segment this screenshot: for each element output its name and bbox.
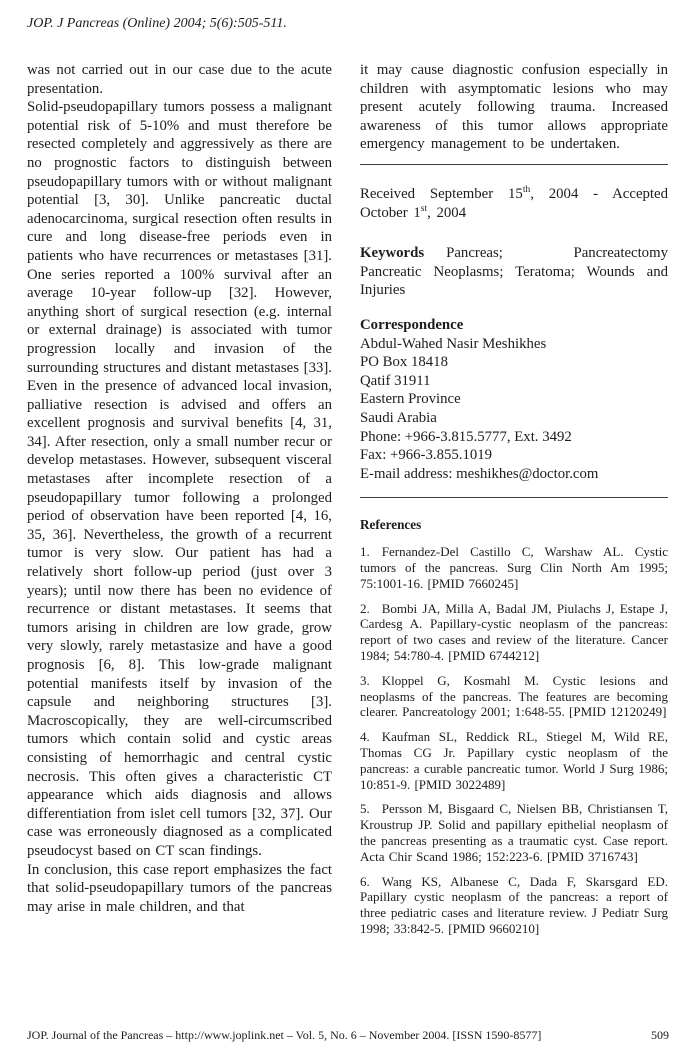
reference-text: Bombi JA, Milla A, Badal JM, Piulachs J, Estape J, Cardesg A. Papillary-cystic neoplasm of the pancreas: report of two cases and review of the literature. Cancer 1984; 54:780-4. [PMID 6744212] <box>360 600 668 664</box>
footer-page-number: 509 <box>651 1028 669 1042</box>
keywords-text: Pancreas; Pancreatectomy Pancreatic Neoplasms; Teratoma; Wounds and Injuries <box>360 245 668 299</box>
section-divider <box>360 164 668 165</box>
correspondence-email: E-mail address: meshikhes@doctor.com <box>360 465 599 482</box>
reference-number: 6. <box>360 873 370 889</box>
keywords-line <box>360 244 668 300</box>
footer-journal-line: JOP. Journal of the Pancreas – http://www.joplink.net – Vol. 5, No. 6 – November 2004. [ISSN 1590-8577] <box>27 1028 542 1042</box>
reference-text: Kaufman SL, Reddick RL, Stiegel M, Wild RE, Thomas CG Jr. Papillary cystic neoplasm of the pancreas: a curable pancreatic tumor. World J Surg 1986; 10:851-9. [PMID 3022489] <box>360 729 668 792</box>
correspondence-author-name: Abdul-Wahed Nasir Meshikhes <box>360 335 547 352</box>
body-paragraph: was not carried out in our case due to the acute presentation. <box>27 62 332 97</box>
section-divider <box>360 497 668 498</box>
reference-text: Wang KS, Albanese C, Dada F, Skarsgard ED. Papillary cystic neoplasm of the pancreas: a report of three pediatric cases and literature review. J Pediatr Surg 1998; 33:842-5. [PMID 9660210] <box>360 873 668 937</box>
reference-text: Kloppel G, Kosmahl M. Cystic lesions and neoplasms of the pancreas. The features are becoming clearer. Pancreatology 2001; 1:648-55. [PMID 12120249] <box>360 672 668 720</box>
reference-number: 1. <box>360 544 370 560</box>
body-paragraph: Solid-pseudopapillary tumors possess a malignant potential risk of 5-10% and must therefore be resected completely and aggressively as there are no prognostic factors to distinguish between pseudopapillary tumors with or without malignant potential [3, 30]. Unlike pancreatic ductal adenocarcinoma, surgical resection often results in cure and long disease-free periods even in patients who have recurrences or metastases [31]. One series reported a 100% survival after an average 10-year follow-up [32]. However, anything short of surgical resection (e.g. internal or external drainage) is associated with tumor progression locally and invasion of the surrounding structures and distant metastases [33]. Even in the presence of advanced local invasion, palliative resection is advised and offers an excellent prognosis and survival benefits [4, 31, 34]. After resection, only a small number recur or develop metastases. However, subsequent visceral metastases after incomplete resection of a pseudopapillary tumor following a prolonged period of observation have been reported [4, 16, 35, 36]. Nevertheless, the growth of a recurrent tumor is very slow. Our patient has had a relatively short follow-up period (just over 3 years); until now there has been no evidence of recurrence or distant metastases. It seems that tumors arising in children are low grade, grow very slowly, rarely metastasize and have a good prognosis [6, 8]. This low-grade malignant potential manifests itself by invasion of the capsule and neighboring structures [3]. Macroscopically, they are well-circumscribed tumors which contain solid and cystic areas consisting of hemorrhagic and central cystic necrosis. This often gives a characteristic CT appearance which aids diagnosis and allows differentiation from islet cell tumors [32, 37]. Our case was erroneously diagnosed as a complicated pseudocyst based on CT scan findings. <box>27 99 332 859</box>
correspondence-phone: Phone: +966-3.815.5777, Ext. 3492 <box>360 428 572 445</box>
accepted-year-text: , 2004 <box>427 204 467 221</box>
reference-item <box>360 601 668 664</box>
body-paragraph: it may cause diagnostic confusion especially in children with asymptomatic lesions who may present acutely following trauma. Increased awareness of this tumor allows appropriate emergency management to be undertaken. <box>360 62 668 153</box>
body-paragraph: In conclusion, this case report emphasizes the fact that solid-pseudopapillary tumors of the pancreas may arise in male children, and that <box>27 861 332 915</box>
correspondence-heading: Correspondence <box>360 316 464 333</box>
correspondence-city: Qatif 31911 <box>360 372 431 389</box>
left-column <box>27 61 332 916</box>
accepted-date-text: , 2004 - Accepted October 1 <box>360 185 668 221</box>
ordinal-superscript: th <box>522 185 531 196</box>
references-heading: References <box>360 517 422 533</box>
keywords-label: Keywords <box>360 245 425 262</box>
ordinal-superscript: st <box>420 203 428 214</box>
reference-item <box>360 673 668 720</box>
two-column-body <box>27 61 668 946</box>
references-section <box>360 517 668 937</box>
page-footer <box>27 1028 669 1043</box>
reference-item <box>360 801 668 864</box>
reference-item <box>360 874 668 937</box>
reference-number: 4. <box>360 729 370 745</box>
correspondence-po-box: PO Box 18418 <box>360 354 448 371</box>
reference-number: 2. <box>360 600 370 616</box>
correspondence-country: Saudi Arabia <box>360 409 437 426</box>
correspondence-province: Eastern Province <box>360 391 461 408</box>
reference-item <box>360 544 668 591</box>
received-accepted-line <box>360 185 668 222</box>
correspondence-fax: Fax: +966-3.855.1019 <box>360 447 493 464</box>
right-column <box>360 61 668 946</box>
correspondence-section <box>360 316 668 483</box>
reference-number: 3. <box>360 672 370 688</box>
reference-text: Persson M, Bisgaard C, Nielsen BB, Christiansen T, Kroustrup JP. Solid and papillary epithelial neoplasm of the pancreas presenting as a traumatic cyst. Case report. Acta Chir Scand 1986; 152:223-6. [PMID 3716743] <box>360 801 668 864</box>
reference-item <box>360 729 668 792</box>
reference-number: 5. <box>360 801 370 817</box>
reference-text: Fernandez-Del Castillo C, Warshaw AL. Cystic tumors of the pancreas. Surg Clin North Am 1995; 75:1001-16. [PMID 7660245] <box>360 544 668 591</box>
header-citation: JOP. J Pancreas (Online) 2004; 5(6):505-511. <box>27 16 287 31</box>
received-date-text: Received September 15 <box>360 185 523 202</box>
